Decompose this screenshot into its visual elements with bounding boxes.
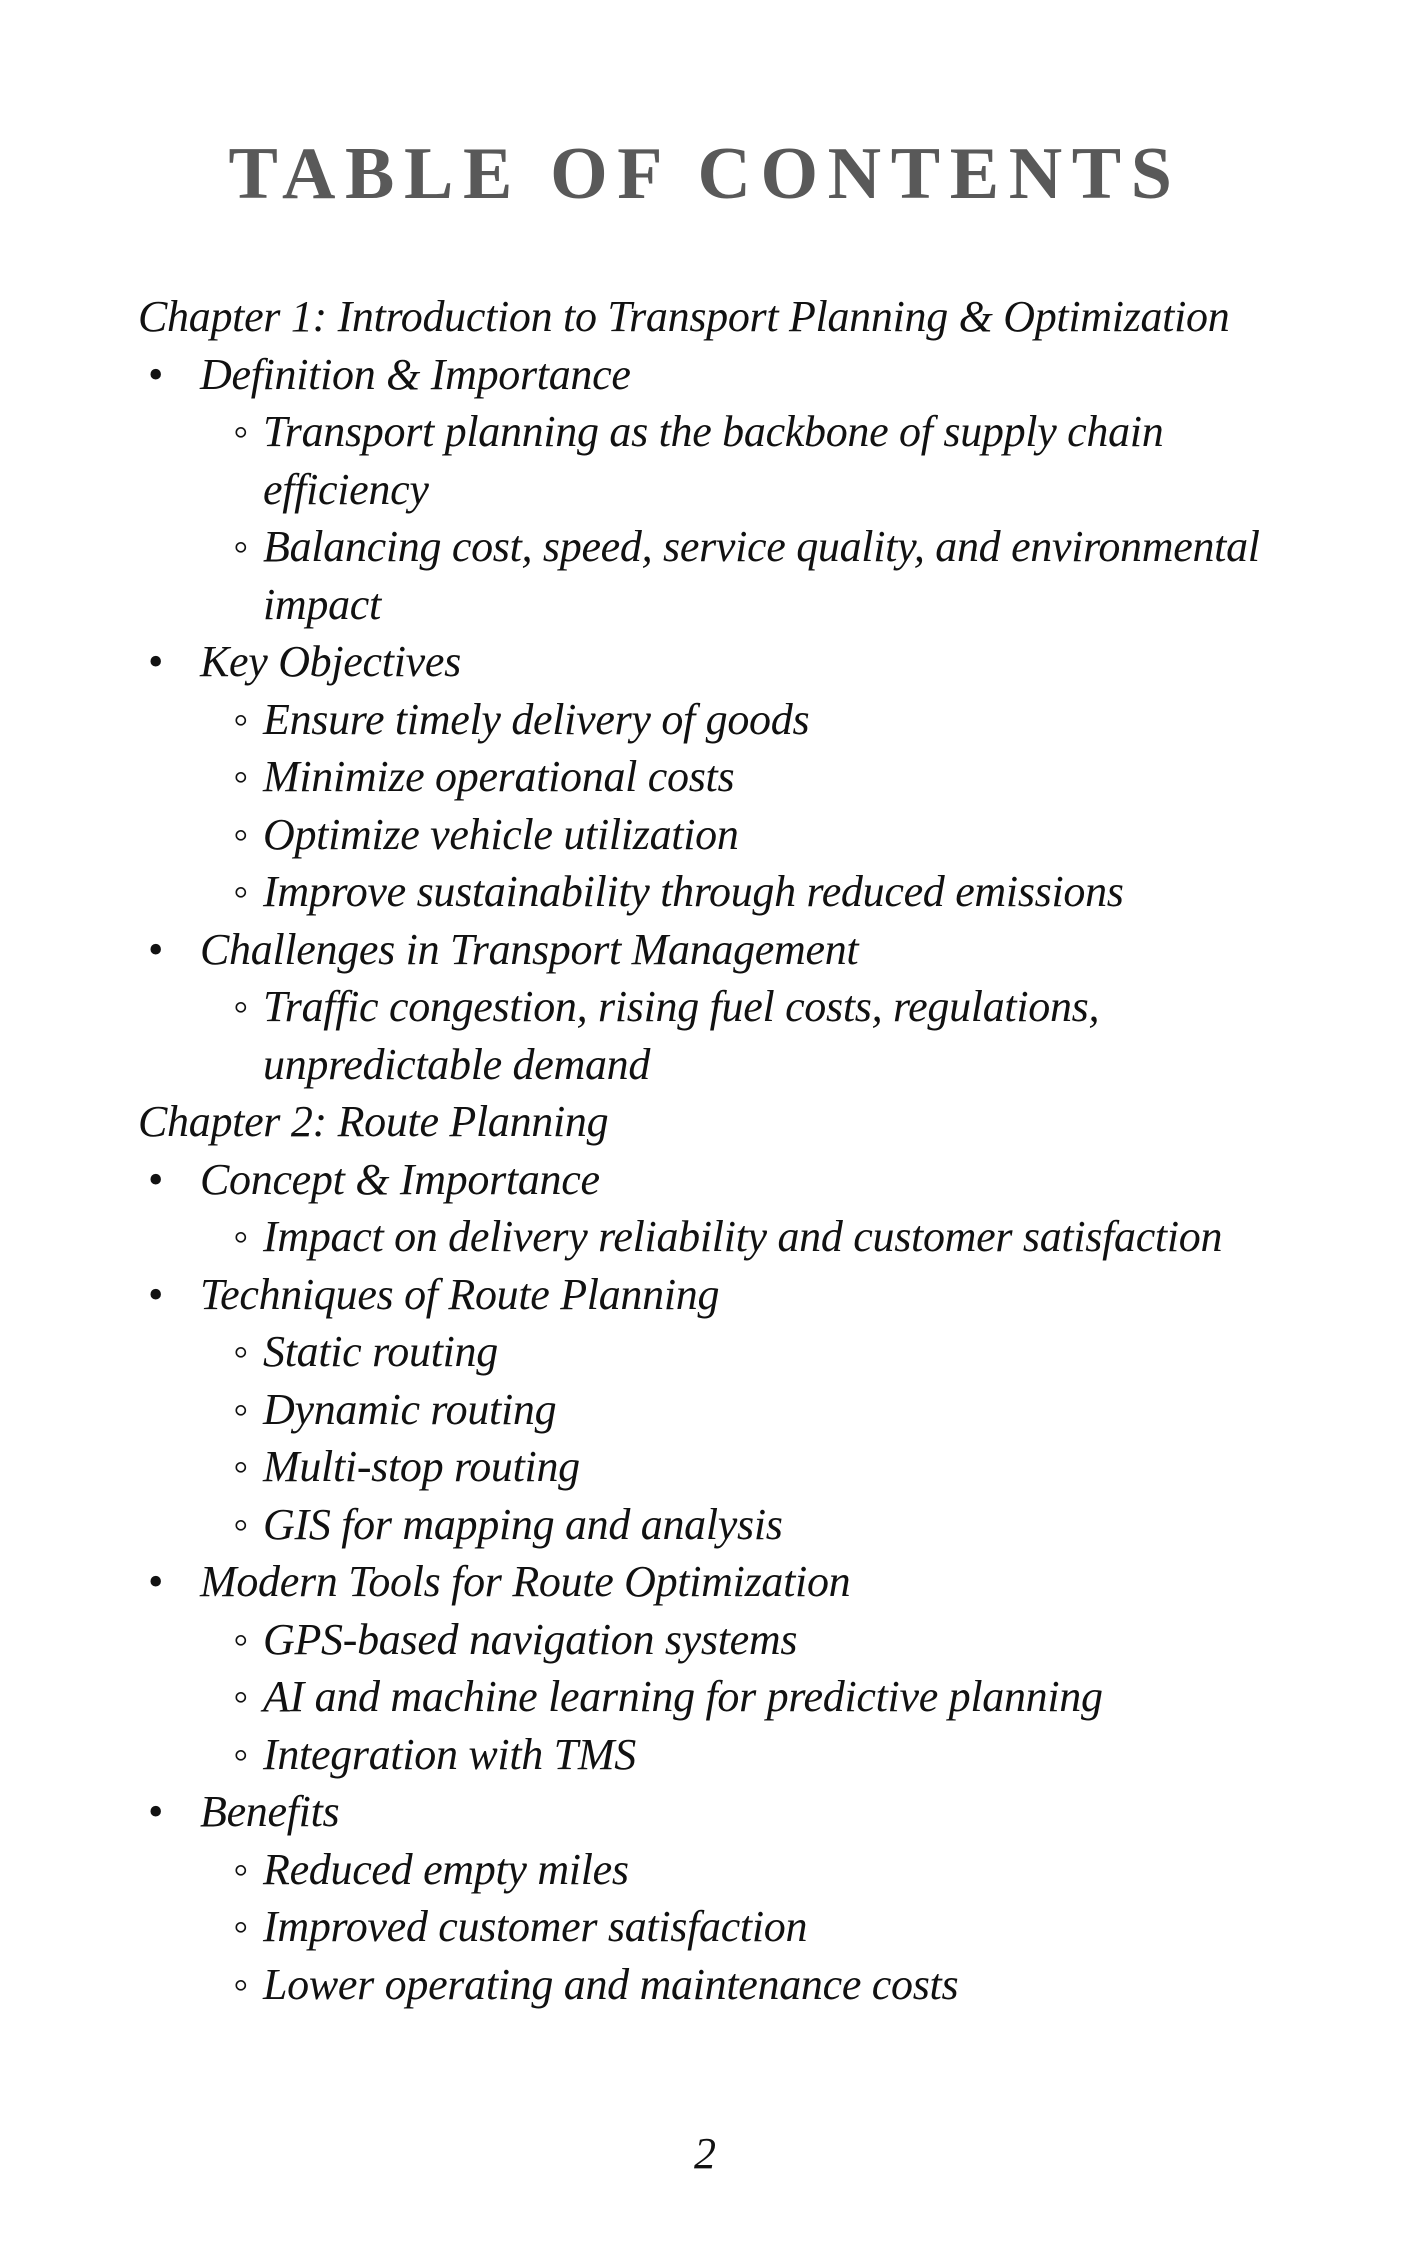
toc-subitem [138, 1381, 1278, 1439]
toc-item-label: Modern Tools for Route Optimization [200, 1557, 851, 1606]
toc-subitem-label: Reduced empty miles [263, 1844, 629, 1894]
disc-bullet-icon: • [148, 349, 164, 399]
toc-subitem [138, 691, 1278, 749]
disc-bullet-icon: • [148, 1557, 164, 1606]
toc-subitem-label: GIS for mapping and analysis [263, 1499, 783, 1549]
toc-subitem-label: Balancing cost, speed, service quality, and environmental impact [263, 522, 1260, 629]
circle-bullet-icon: ◦ [233, 1442, 249, 1491]
toc-item-label: Definition & Importance [200, 349, 631, 399]
toc-subitem [138, 403, 1278, 518]
disc-bullet-icon: • [148, 924, 164, 974]
toc-item-label: Benefits [200, 1787, 340, 1836]
toc-subitem [138, 978, 1278, 1093]
chapter-heading: Chapter 1: Introduction to Transport Planning & Optimization [138, 292, 1230, 341]
toc-list [138, 288, 1278, 2013]
toc-item [138, 1266, 1278, 1324]
toc-subitem [138, 1496, 1278, 1554]
toc-subitem-label: GPS-based navigation systems [263, 1614, 798, 1664]
circle-bullet-icon: ◦ [233, 1384, 249, 1434]
circle-bullet-icon: ◦ [233, 752, 249, 801]
toc-item [138, 1783, 1278, 1841]
toc-subitem [138, 1208, 1278, 1266]
circle-bullet-icon: ◦ [233, 522, 249, 571]
circle-bullet-icon: ◦ [233, 1499, 249, 1549]
toc-item-label: Challenges in Transport Management [200, 924, 859, 974]
toc-item [138, 1553, 1278, 1611]
circle-bullet-icon: ◦ [233, 1212, 249, 1261]
toc-item-label: Concept & Importance [200, 1154, 600, 1204]
toc-subitem [138, 1323, 1278, 1381]
toc-item-label: Techniques of Route Planning [200, 1269, 720, 1319]
toc-item [138, 1151, 1278, 1209]
toc-subitem [138, 1438, 1278, 1496]
toc-subitem [138, 748, 1278, 806]
toc-subitem [138, 806, 1278, 864]
page-number: 2 [694, 2129, 716, 2178]
toc-subitem [138, 1841, 1278, 1899]
toc-subitem [138, 1898, 1278, 1956]
toc-subitem-label: Lower operating and maintenance costs [263, 1959, 959, 2009]
circle-bullet-icon: ◦ [233, 982, 249, 1031]
disc-bullet-icon: • [148, 1269, 164, 1319]
toc-item [138, 633, 1278, 691]
toc-subitem-label: Traffic congestion, rising fuel costs, regulations, unpredictable demand [263, 982, 1100, 1089]
toc-subitem-label: Transport planning as the backbone of supply chain efficiency [263, 407, 1164, 514]
toc-subitem-label: Optimize vehicle utilization [263, 809, 739, 859]
toc-item [138, 346, 1278, 404]
toc-item [138, 921, 1278, 979]
circle-bullet-icon: ◦ [233, 867, 249, 916]
toc-subitem-label: Improved customer satisfaction [263, 1902, 808, 1951]
toc-subitem-label: Multi-stop routing [263, 1442, 580, 1491]
circle-bullet-icon: ◦ [233, 694, 249, 744]
circle-bullet-icon: ◦ [233, 1327, 249, 1376]
circle-bullet-icon: ◦ [233, 809, 249, 859]
toc-subitem [138, 863, 1278, 921]
circle-bullet-icon: ◦ [233, 1959, 249, 2009]
page-title: TABLE OF CONTENTS [228, 133, 1182, 215]
disc-bullet-icon: • [148, 637, 164, 686]
toc-subitem [138, 518, 1278, 633]
toc-subitem [138, 1668, 1278, 1726]
disc-bullet-icon: • [148, 1154, 164, 1204]
circle-bullet-icon: ◦ [233, 407, 249, 456]
circle-bullet-icon: ◦ [233, 1729, 249, 1779]
circle-bullet-icon: ◦ [233, 1672, 249, 1721]
toc-subitem [138, 1726, 1278, 1784]
toc-subitem-label: Dynamic routing [263, 1384, 557, 1434]
toc-subitem-label: Improve sustainability through reduced emissions [263, 867, 1124, 916]
chapter-heading: Chapter 2: Route Planning [138, 1097, 609, 1146]
circle-bullet-icon: ◦ [233, 1902, 249, 1951]
toc-subitem-label: AI and machine learning for predictive planning [263, 1672, 1103, 1721]
circle-bullet-icon: ◦ [233, 1614, 249, 1664]
toc-subitem-label: Minimize operational costs [263, 752, 735, 801]
disc-bullet-icon: • [148, 1787, 164, 1836]
toc-subitem-label: Static routing [263, 1327, 498, 1376]
toc-subitem-label: Impact on delivery reliability and customer satisfaction [263, 1212, 1223, 1261]
toc-subitem-label: Ensure timely delivery of goods [263, 694, 810, 744]
toc-subitem-label: Integration with TMS [263, 1729, 636, 1779]
toc-subitem [138, 1611, 1278, 1669]
toc-item-label: Key Objectives [200, 637, 461, 686]
circle-bullet-icon: ◦ [233, 1844, 249, 1894]
toc-subitem [138, 1956, 1278, 2014]
